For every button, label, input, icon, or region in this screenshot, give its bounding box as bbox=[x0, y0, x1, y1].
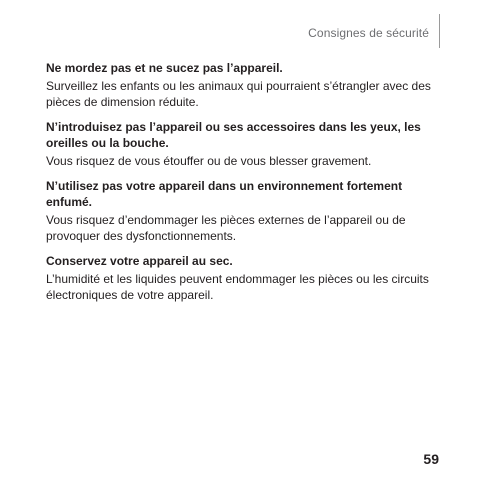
header-divider bbox=[439, 14, 440, 48]
running-header-title: Consignes de sécurité bbox=[308, 26, 429, 40]
safety-section bbox=[46, 253, 446, 303]
section-heading: Ne mordez pas et ne sucez pas l’appareil. bbox=[46, 61, 283, 75]
section-heading: N’introduisez pas l’appareil ou ses accessoires dans les yeux, les oreilles ou la bouche. bbox=[46, 120, 421, 150]
section-body: L’humidité et les liquides peuvent endommager les pièces ou les circuits électroniques de votre appareil. bbox=[46, 272, 429, 302]
safety-section bbox=[46, 119, 446, 169]
page-number: 59 bbox=[423, 451, 439, 467]
safety-section bbox=[46, 60, 446, 110]
section-heading: N’utilisez pas votre appareil dans un environnement fortement enfumé. bbox=[46, 179, 403, 209]
section-heading: Conservez votre appareil au sec. bbox=[46, 254, 233, 268]
safety-instructions bbox=[46, 60, 446, 312]
section-body: Surveillez les enfants ou les animaux qui pourraient s’étrangler avec des pièces de dimension réduite. bbox=[46, 79, 431, 109]
section-body: Vous risquez d’endommager les pièces externes de l’appareil ou de provoquer des dysfonctionnements. bbox=[46, 213, 406, 243]
section-body: Vous risquez de vous étouffer ou de vous blesser gravement. bbox=[46, 154, 372, 168]
safety-section bbox=[46, 178, 446, 244]
